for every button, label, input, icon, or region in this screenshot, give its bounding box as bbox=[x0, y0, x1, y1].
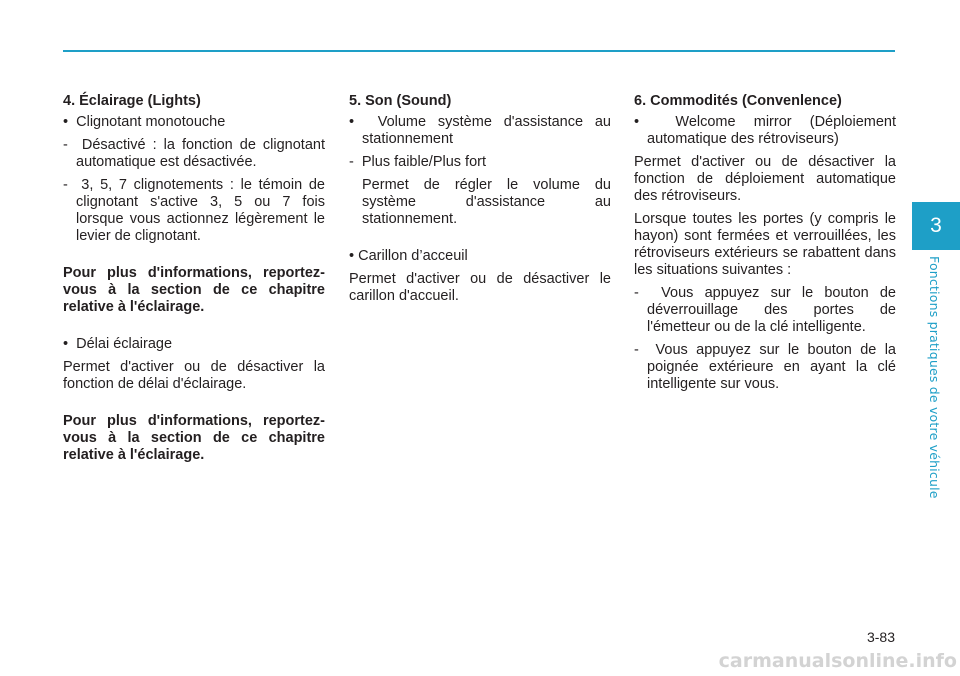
section-heading-lights: 4. Éclairage (Lights) bbox=[63, 93, 201, 109]
spacer bbox=[349, 234, 611, 248]
spacer bbox=[63, 399, 325, 413]
bullet-welcome-chime: • Carillon d’acceuil bbox=[349, 248, 468, 264]
option-disabled: - Désactivé : la fonction de clignotant automatique est désactivée. bbox=[63, 137, 325, 170]
chapter-tab: 3 bbox=[912, 202, 960, 250]
bullet-one-touch-signal: • Clignotant monotouche bbox=[63, 114, 226, 130]
paragraph-mirror-toggle: Permet d'activer ou de désactiver la fonction de déploiement automatique des rétroviseurs. bbox=[634, 154, 896, 204]
paragraph-mirror-conditions: Lorsque toutes les portes (y compris le hayon) sont fermées et verrouillées, les rétroviseurs extérieurs se rabattent dans les situations suivantes : bbox=[634, 211, 896, 278]
section-heading-convenience: 6. Commodités (Convenlence) bbox=[634, 93, 842, 109]
paragraph-welcome-chime: Permet d'activer ou de désactiver le carillon d'accueil. bbox=[349, 271, 611, 304]
bullet-welcome-mirror: • Welcome mirror (Déploiement automatique des rétroviseurs) bbox=[634, 114, 896, 147]
watermark: carmanualsonline.info bbox=[718, 650, 957, 672]
column-sound bbox=[349, 93, 611, 311]
condition-door-handle: - Vous appuyez sur le bouton de la poignée extérieure en ayant la clé intelligente sur vous. bbox=[634, 342, 896, 392]
column-convenience bbox=[634, 93, 896, 399]
paragraph-light-delay: Permet d'activer ou de désactiver la fonction de délai d'éclairage. bbox=[63, 359, 325, 392]
page-number: 3-83 bbox=[866, 629, 895, 645]
option-flashes: - 3, 5, 7 clignotements : le témoin de clignotant s'active 3, 5 ou 7 fois lorsque vous actionnez légèrement le levier de clignotant. bbox=[63, 177, 325, 244]
column-lights bbox=[63, 93, 325, 470]
top-rule bbox=[63, 50, 895, 52]
bullet-light-delay: • Délai éclairage bbox=[63, 336, 173, 352]
note-more-info-lights: Pour plus d'informations, reportez-vous à la section de ce chapitre relative à l'éclairage. bbox=[63, 265, 325, 315]
note-more-info-lights-2: Pour plus d'informations, reportez-vous à la section de ce chapitre relative à l'éclairage. bbox=[63, 413, 325, 463]
paragraph-parking-volume: Permet de régler le volume du système d'assistance au stationnement. bbox=[362, 177, 611, 227]
section-heading-sound: 5. Son (Sound) bbox=[349, 93, 452, 109]
bullet-parking-volume: • Volume système d'assistance au stationnement bbox=[349, 114, 611, 147]
spacer bbox=[63, 322, 325, 336]
chapter-title: Fonctions pratiques de votre véhicule bbox=[927, 256, 942, 499]
spacer bbox=[63, 251, 325, 265]
condition-unlock-button: - Vous appuyez sur le bouton de déverrouillage des portes de l'émetteur ou de la clé intelligente. bbox=[634, 285, 896, 335]
option-volume-level: - Plus faible/Plus fort bbox=[349, 154, 486, 170]
